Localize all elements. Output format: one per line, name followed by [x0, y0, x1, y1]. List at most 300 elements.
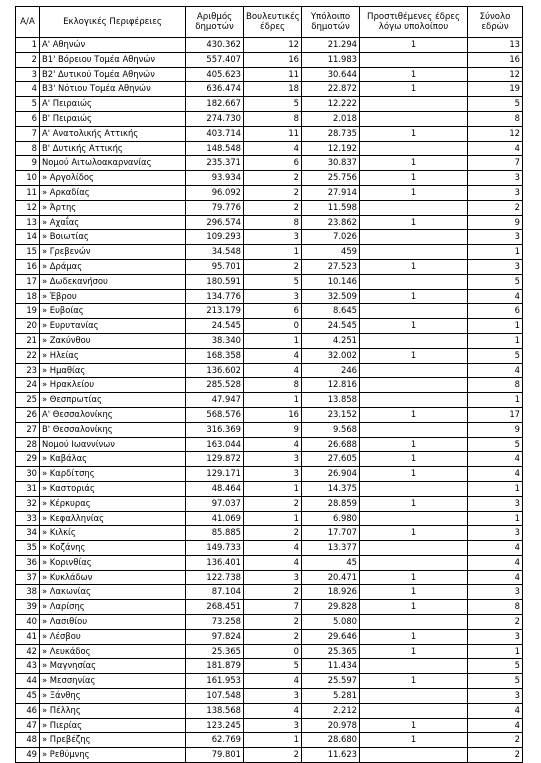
- added-seats: 1: [360, 259, 468, 274]
- table-row: [16, 304, 523, 319]
- row-number: 21: [16, 333, 40, 348]
- table-row: [16, 437, 523, 452]
- remainder-count: 8.645: [302, 304, 360, 319]
- region-name: » Μαγνησίας: [40, 659, 186, 674]
- region-name: » Ευρυτανίας: [40, 319, 186, 334]
- table-row: [16, 452, 523, 467]
- added-seats: 1: [360, 467, 468, 482]
- voters-count: 25.365: [186, 644, 244, 659]
- voters-count: 87.104: [186, 585, 244, 600]
- region-name: » Αχαΐας: [40, 215, 186, 230]
- region-name: Νομού Ιωαννίνων: [40, 437, 186, 452]
- row-number: 3: [16, 67, 40, 82]
- header-aa: Α/Α: [16, 7, 40, 38]
- header-remainder: Υπόλοιπο δημοτών: [302, 7, 360, 38]
- seats-count: 12: [244, 38, 302, 53]
- added-seats: [360, 748, 468, 763]
- remainder-count: 9.568: [302, 422, 360, 437]
- table-row: [16, 97, 523, 112]
- seats-count: 1: [244, 733, 302, 748]
- remainder-count: 20.471: [302, 570, 360, 585]
- row-number: 46: [16, 703, 40, 718]
- region-name: Νομού Αιτωλοακαρνανίας: [40, 156, 186, 171]
- voters-count: 73.258: [186, 615, 244, 630]
- added-seats: 1: [360, 570, 468, 585]
- table-row: [16, 629, 523, 644]
- seats-count: 2: [244, 185, 302, 200]
- voters-count: 235.371: [186, 156, 244, 171]
- seats-count: 4: [244, 555, 302, 570]
- seats-count: 1: [244, 511, 302, 526]
- added-seats: [360, 111, 468, 126]
- table-row: [16, 348, 523, 363]
- seats-count: 3: [244, 230, 302, 245]
- added-seats: 1: [360, 718, 468, 733]
- seats-count: 4: [244, 141, 302, 156]
- row-number: 44: [16, 674, 40, 689]
- seats-count: 1: [244, 393, 302, 408]
- region-name: » Δωδεκανήσου: [40, 274, 186, 289]
- row-number: 29: [16, 452, 40, 467]
- seat-allocation-table-wrapper: [15, 6, 523, 763]
- added-seats: [360, 230, 468, 245]
- total-seats: 4: [468, 452, 523, 467]
- table-row: [16, 200, 523, 215]
- remainder-count: 13.377: [302, 541, 360, 556]
- added-seats: [360, 200, 468, 215]
- header-added-seats: Προστιθέμενες έδρες λόγω υπολοίπου: [360, 7, 468, 38]
- seats-count: 18: [244, 82, 302, 97]
- table-row: [16, 407, 523, 422]
- added-seats: 1: [360, 733, 468, 748]
- region-name: » Κιλκίς: [40, 526, 186, 541]
- remainder-count: 27.914: [302, 185, 360, 200]
- added-seats: 1: [360, 38, 468, 53]
- region-name: » Πρεβέζης: [40, 733, 186, 748]
- voters-count: 34.548: [186, 245, 244, 260]
- total-seats: 8: [468, 378, 523, 393]
- table-row: [16, 511, 523, 526]
- added-seats: 1: [360, 126, 468, 141]
- seats-count: 11: [244, 126, 302, 141]
- added-seats: 1: [360, 171, 468, 186]
- voters-count: 47.947: [186, 393, 244, 408]
- total-seats: 5: [468, 659, 523, 674]
- total-seats: 1: [468, 393, 523, 408]
- table-row: [16, 644, 523, 659]
- row-number: 14: [16, 230, 40, 245]
- remainder-count: 25.756: [302, 171, 360, 186]
- voters-count: 62.769: [186, 733, 244, 748]
- seats-count: 3: [244, 467, 302, 482]
- row-number: 41: [16, 629, 40, 644]
- row-number: 4: [16, 82, 40, 97]
- table-row: [16, 38, 523, 53]
- voters-count: 85.885: [186, 526, 244, 541]
- seats-count: 8: [244, 111, 302, 126]
- remainder-count: 24.545: [302, 319, 360, 334]
- region-name: » Άρτης: [40, 200, 186, 215]
- added-seats: 1: [360, 67, 468, 82]
- remainder-count: 11.623: [302, 748, 360, 763]
- total-seats: 3: [468, 585, 523, 600]
- table-row: [16, 703, 523, 718]
- added-seats: 1: [360, 496, 468, 511]
- region-name: Α' Αθηνών: [40, 38, 186, 53]
- row-number: 36: [16, 555, 40, 570]
- row-number: 15: [16, 245, 40, 260]
- region-name: » Μεσσηνίας: [40, 674, 186, 689]
- remainder-count: 23.862: [302, 215, 360, 230]
- row-number: 8: [16, 141, 40, 156]
- remainder-count: 23.152: [302, 407, 360, 422]
- added-seats: 1: [360, 452, 468, 467]
- total-seats: 19: [468, 82, 523, 97]
- voters-count: 180.591: [186, 274, 244, 289]
- remainder-count: 25.365: [302, 644, 360, 659]
- table-row: [16, 689, 523, 704]
- remainder-count: 11.434: [302, 659, 360, 674]
- total-seats: 2: [468, 748, 523, 763]
- row-number: 38: [16, 585, 40, 600]
- total-seats: 2: [468, 200, 523, 215]
- row-number: 33: [16, 511, 40, 526]
- voters-count: 148.548: [186, 141, 244, 156]
- remainder-count: 17.707: [302, 526, 360, 541]
- voters-count: 134.776: [186, 289, 244, 304]
- total-seats: 1: [468, 644, 523, 659]
- added-seats: [360, 245, 468, 260]
- region-name: » Πέλλης: [40, 703, 186, 718]
- table-row: [16, 585, 523, 600]
- seats-count: 8: [244, 378, 302, 393]
- total-seats: 9: [468, 215, 523, 230]
- seats-count: 8: [244, 215, 302, 230]
- row-number: 37: [16, 570, 40, 585]
- region-name: » Αργολίδος: [40, 171, 186, 186]
- region-name: » Λευκάδος: [40, 644, 186, 659]
- voters-count: 97.037: [186, 496, 244, 511]
- row-number: 45: [16, 689, 40, 704]
- total-seats: 3: [468, 629, 523, 644]
- remainder-count: 18.926: [302, 585, 360, 600]
- table-row: [16, 541, 523, 556]
- added-seats: [360, 615, 468, 630]
- voters-count: 138.568: [186, 703, 244, 718]
- header-voters: Αριθμός δημοτών: [186, 7, 244, 38]
- row-number: 22: [16, 348, 40, 363]
- voters-count: 149.733: [186, 541, 244, 556]
- total-seats: 4: [468, 570, 523, 585]
- row-number: 42: [16, 644, 40, 659]
- total-seats: 12: [468, 67, 523, 82]
- seats-count: 3: [244, 289, 302, 304]
- region-name: » Έβρου: [40, 289, 186, 304]
- seats-count: 2: [244, 615, 302, 630]
- table-row: [16, 363, 523, 378]
- region-name: » Βοιωτίας: [40, 230, 186, 245]
- total-seats: 2: [468, 733, 523, 748]
- total-seats: 3: [468, 526, 523, 541]
- added-seats: [360, 97, 468, 112]
- seats-count: 4: [244, 703, 302, 718]
- total-seats: 4: [468, 718, 523, 733]
- total-seats: 4: [468, 141, 523, 156]
- voters-count: 568.576: [186, 407, 244, 422]
- table-row: [16, 333, 523, 348]
- added-seats: [360, 274, 468, 289]
- voters-count: 296.574: [186, 215, 244, 230]
- region-name: Β1' Βόρειου Τομέα Αθηνών: [40, 52, 186, 67]
- remainder-count: 12.192: [302, 141, 360, 156]
- region-name: » Γρεβενών: [40, 245, 186, 260]
- row-number: 49: [16, 748, 40, 763]
- added-seats: 1: [360, 319, 468, 334]
- row-number: 5: [16, 97, 40, 112]
- region-name: » Ευβοίας: [40, 304, 186, 319]
- remainder-count: 5.281: [302, 689, 360, 704]
- voters-count: 79.801: [186, 748, 244, 763]
- table-row: [16, 289, 523, 304]
- total-seats: 6: [468, 304, 523, 319]
- remainder-count: 11.598: [302, 200, 360, 215]
- table-row: [16, 259, 523, 274]
- region-name: » Λασιθίου: [40, 615, 186, 630]
- header-region: Εκλογικές Περιφέρειες: [40, 7, 186, 38]
- table-header-row: [16, 7, 523, 38]
- total-seats: 17: [468, 407, 523, 422]
- voters-count: 136.602: [186, 363, 244, 378]
- voters-count: 161.953: [186, 674, 244, 689]
- region-name: » Ηρακλείου: [40, 378, 186, 393]
- row-number: 16: [16, 259, 40, 274]
- seats-count: 6: [244, 304, 302, 319]
- voters-count: 129.872: [186, 452, 244, 467]
- table-row: [16, 274, 523, 289]
- row-number: 17: [16, 274, 40, 289]
- seats-count: 5: [244, 97, 302, 112]
- total-seats: 3: [468, 230, 523, 245]
- voters-count: 403.714: [186, 126, 244, 141]
- added-seats: 1: [360, 156, 468, 171]
- seats-count: 1: [244, 333, 302, 348]
- voters-count: 136.401: [186, 555, 244, 570]
- added-seats: [360, 659, 468, 674]
- added-seats: 1: [360, 437, 468, 452]
- total-seats: 3: [468, 171, 523, 186]
- row-number: 20: [16, 319, 40, 334]
- region-name: » Κεφαλληνίας: [40, 511, 186, 526]
- row-number: 48: [16, 733, 40, 748]
- added-seats: [360, 141, 468, 156]
- remainder-count: 21.294: [302, 38, 360, 53]
- region-name: Β' Πειραιώς: [40, 111, 186, 126]
- seats-count: 2: [244, 200, 302, 215]
- region-name: » Ημαθίας: [40, 363, 186, 378]
- added-seats: 1: [360, 407, 468, 422]
- row-number: 28: [16, 437, 40, 452]
- region-name: » Θεσπρωτίας: [40, 393, 186, 408]
- voters-count: 41.069: [186, 511, 244, 526]
- total-seats: 5: [468, 97, 523, 112]
- total-seats: 2: [468, 615, 523, 630]
- added-seats: 1: [360, 585, 468, 600]
- seats-count: 6: [244, 156, 302, 171]
- remainder-count: 4.251: [302, 333, 360, 348]
- total-seats: 3: [468, 689, 523, 704]
- added-seats: [360, 422, 468, 437]
- seats-count: 3: [244, 689, 302, 704]
- remainder-count: 26.688: [302, 437, 360, 452]
- region-name: Α' Θεσσαλονίκης: [40, 407, 186, 422]
- voters-count: 274.730: [186, 111, 244, 126]
- voters-count: 405.623: [186, 67, 244, 82]
- remainder-count: 32.002: [302, 348, 360, 363]
- region-name: » Καρδίτσης: [40, 467, 186, 482]
- region-name: » Κορινθίας: [40, 555, 186, 570]
- voters-count: 557.407: [186, 52, 244, 67]
- added-seats: 1: [360, 215, 468, 230]
- total-seats: 3: [468, 259, 523, 274]
- remainder-count: 32.509: [302, 289, 360, 304]
- seats-count: 2: [244, 585, 302, 600]
- table-row: [16, 733, 523, 748]
- remainder-count: 29.828: [302, 600, 360, 615]
- voters-count: 38.340: [186, 333, 244, 348]
- seats-count: 9: [244, 422, 302, 437]
- total-seats: 1: [468, 511, 523, 526]
- voters-count: 48.464: [186, 481, 244, 496]
- remainder-count: 7.026: [302, 230, 360, 245]
- region-name: » Καστοριάς: [40, 481, 186, 496]
- table-row: [16, 422, 523, 437]
- added-seats: [360, 304, 468, 319]
- region-name: Β3' Νότιου Τομέα Αθηνών: [40, 82, 186, 97]
- total-seats: 13: [468, 38, 523, 53]
- table-row: [16, 467, 523, 482]
- added-seats: [360, 481, 468, 496]
- seats-count: 5: [244, 274, 302, 289]
- total-seats: 1: [468, 319, 523, 334]
- voters-count: 163.044: [186, 437, 244, 452]
- row-number: 6: [16, 111, 40, 126]
- table-row: [16, 319, 523, 334]
- row-number: 35: [16, 541, 40, 556]
- table-row: [16, 496, 523, 511]
- remainder-count: 27.523: [302, 259, 360, 274]
- region-name: Β' Θεσσαλονίκης: [40, 422, 186, 437]
- total-seats: 7: [468, 156, 523, 171]
- voters-count: 430.362: [186, 38, 244, 53]
- row-number: 31: [16, 481, 40, 496]
- voters-count: 107.548: [186, 689, 244, 704]
- region-name: » Ηλείας: [40, 348, 186, 363]
- row-number: 18: [16, 289, 40, 304]
- remainder-count: 29.646: [302, 629, 360, 644]
- table-row: [16, 111, 523, 126]
- total-seats: 3: [468, 185, 523, 200]
- voters-count: 122.738: [186, 570, 244, 585]
- voters-count: 268.451: [186, 600, 244, 615]
- seats-count: 5: [244, 659, 302, 674]
- remainder-count: 2.018: [302, 111, 360, 126]
- table-row: [16, 215, 523, 230]
- table-row: [16, 171, 523, 186]
- remainder-count: 30.644: [302, 67, 360, 82]
- remainder-count: 10.146: [302, 274, 360, 289]
- added-seats: 1: [360, 600, 468, 615]
- row-number: 11: [16, 185, 40, 200]
- total-seats: 16: [468, 52, 523, 67]
- remainder-count: 6.980: [302, 511, 360, 526]
- total-seats: 4: [468, 467, 523, 482]
- voters-count: 95.701: [186, 259, 244, 274]
- remainder-count: 246: [302, 363, 360, 378]
- voters-count: 123.245: [186, 718, 244, 733]
- total-seats: 4: [468, 555, 523, 570]
- table-row: [16, 526, 523, 541]
- table-body: [16, 38, 523, 763]
- voters-count: 181.879: [186, 659, 244, 674]
- table-row: [16, 615, 523, 630]
- seats-count: 4: [244, 437, 302, 452]
- added-seats: [360, 378, 468, 393]
- remainder-count: 26.904: [302, 467, 360, 482]
- table-row: [16, 245, 523, 260]
- seats-count: 2: [244, 629, 302, 644]
- seats-count: 2: [244, 496, 302, 511]
- table-row: [16, 555, 523, 570]
- total-seats: 1: [468, 333, 523, 348]
- region-name: » Κυκλάδων: [40, 570, 186, 585]
- row-number: 30: [16, 467, 40, 482]
- remainder-count: 25.597: [302, 674, 360, 689]
- added-seats: [360, 333, 468, 348]
- voters-count: 109.293: [186, 230, 244, 245]
- header-seats: Βουλευτικές έδρες: [244, 7, 302, 38]
- remainder-count: 28.859: [302, 496, 360, 511]
- row-number: 27: [16, 422, 40, 437]
- added-seats: [360, 555, 468, 570]
- seats-count: 4: [244, 363, 302, 378]
- total-seats: 1: [468, 245, 523, 260]
- region-name: » Λακωνίας: [40, 585, 186, 600]
- seats-count: 4: [244, 541, 302, 556]
- total-seats: 3: [468, 496, 523, 511]
- total-seats: 4: [468, 289, 523, 304]
- seats-count: 16: [244, 407, 302, 422]
- table-row: [16, 718, 523, 733]
- row-number: 13: [16, 215, 40, 230]
- seats-count: 2: [244, 748, 302, 763]
- remainder-count: 45: [302, 555, 360, 570]
- total-seats: 9: [468, 422, 523, 437]
- row-number: 23: [16, 363, 40, 378]
- total-seats: 5: [468, 437, 523, 452]
- seats-count: 7: [244, 600, 302, 615]
- total-seats: 1: [468, 481, 523, 496]
- row-number: 34: [16, 526, 40, 541]
- seats-count: 3: [244, 452, 302, 467]
- remainder-count: 27.605: [302, 452, 360, 467]
- seat-allocation-table: [15, 6, 523, 763]
- added-seats: [360, 703, 468, 718]
- table-row: [16, 748, 523, 763]
- seats-count: 1: [244, 481, 302, 496]
- added-seats: 1: [360, 82, 468, 97]
- remainder-count: 12.222: [302, 97, 360, 112]
- added-seats: [360, 541, 468, 556]
